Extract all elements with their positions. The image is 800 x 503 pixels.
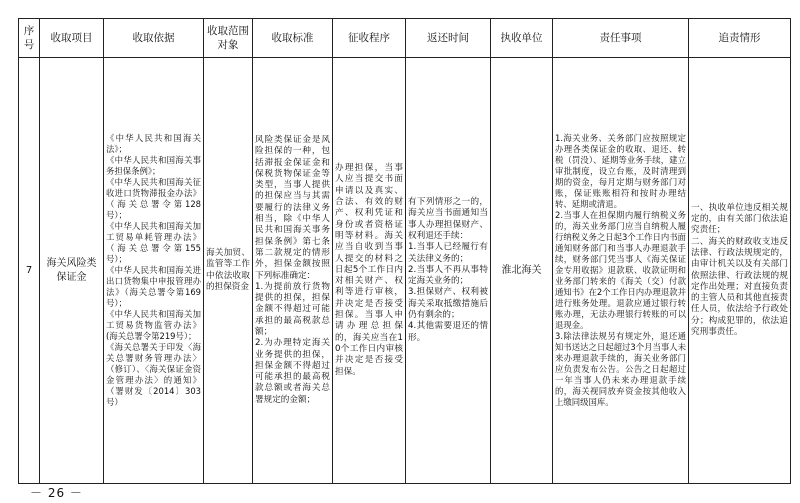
fee-table [18,18,791,484]
header-procedure: 征收程序 [333,19,406,58]
scope-cell: 海关加贸、监管等工作中依法收取的担保资金 [204,58,253,484]
header-item: 收取项目 [40,19,104,58]
duties-cell: 1.海关业务、关务部门应按照规定办理各类保证金的收取、退还、转税（罚没）、延期等业务手续，建立审批制度，设立台账，及时清理到期的资金，每月定期与财务部门对账，保证账账相符和按时办理结转、延期或清退。 2.当事人在担保期内履行纳税义务的，海关业务部门应当自纳税人履行纳税义务之日起3个工作日内书面通知财务部门和当事人办理退款手续，财务部门凭当事人《海关保证金专用收据》退款联、收款证明和业务部门转来的《海关（交）付款通知书》在2个工作日内办理退款并进行账务处理。退款应通过银行转账办理，无法办理银行转账的可以退现金。 3.除法律法规另有规定外，退还通知书送达之日起超过3个月当事人未来办理退款手续的，海关业务部门应负责发布公告。公告之日起超过一年当事人仍未来办理退款手续的，海关视同放弃资金按其他收入上缴同级国库。 [553,58,689,484]
table-row [19,58,791,484]
accountability-cell: 一、执收单位违反相关规定的，由有关部门依法追究责任； 二、海关的财政收支违反法律、行政法规规定的，由审计机关以及有关部门依照法律、行政法规的规定作出处理；对直接负责的主管人员和其他直接责任人员，依法给予行政处分；构成犯罪的，依法追究刑事责任。 [689,58,791,484]
table-header-row [19,19,791,58]
refund-time-cell: 有下列情形之一的，海关应当书面通知当事人办理担保财产、权利退还手续： 1.当事人已经履行有关法律义务的； 2.当事人不再从事特定海关业务的； 3.担保财产、权利被海关采取抵缴措施后仍有剩余的； 4.其他需要退还的情形。 [406,58,491,484]
header-scope: 收取范围对象 [204,19,253,58]
legal-basis-cell: 《中华人民共和国海关法》； 《中华人民共和国海关事务担保条例》； 《中华人民共和国海关征收进口货物滞报金办法》（海关总署令第128号）； 《中华人民共和国海关加工贸易单耗管理办法》（海关总署令第155号）； 《中华人民共和国海关进出口货物集中申报管理办法》（海关总署令第169号）； 《中华人民共和国海关加工贸易货物监管办法》(海关总署令第219号）； 《海关总署关于印发〈海关总署财务管理办法〉（修订）、〈海关保证金资金管理办法〉的通知》（署财发〔2014〕303号） [104,58,204,484]
page-number: － 26 － [30,486,83,500]
header-duties: 责任事项 [553,19,689,58]
header-accountability: 追责情形 [689,19,791,58]
procedure-cell: 办理担保，当事人应当提交书面申请以及真实、合法、有效的财产、权利凭证和身份或者资格证明等材料。海关应当自收到当事人提交的材料之日起5个工作日内对相关财产、权利等进行审核，并决定是否接受担保。当事人申请办理总担保的，海关应当在10个工作日内审核并决定是否接受担保。 [333,58,406,484]
header-no: 序号 [19,19,40,58]
standard-cell: 风险类保证金是风险担保的一种，包括滞报金保证金和保税货物保证金等类型，当事人提供的担保应当与其需要履行的法律义务相当，除《中华人民共和国海关事务担保条例》第七条第二款规定的情形外，担保金额按照下列标准确定： 1.为提前放行货物提供的担保，担保金额不得超过可能承担的最高税款总额； 2.为办理特定海关业务提供的担保，担保金额不得超过可能承担的最高税款总额或者海关总署规定的金额； [253,58,333,484]
row-number: 7 [19,58,40,484]
fee-item-name: 海关风险类保证金 [40,58,104,484]
collecting-unit-cell: 淮北海关 [491,58,553,484]
header-refund-time: 返还时间 [406,19,491,58]
header-collecting-unit: 执收单位 [491,19,553,58]
header-standard: 收取标准 [253,19,333,58]
header-basis: 收取依据 [104,19,204,58]
